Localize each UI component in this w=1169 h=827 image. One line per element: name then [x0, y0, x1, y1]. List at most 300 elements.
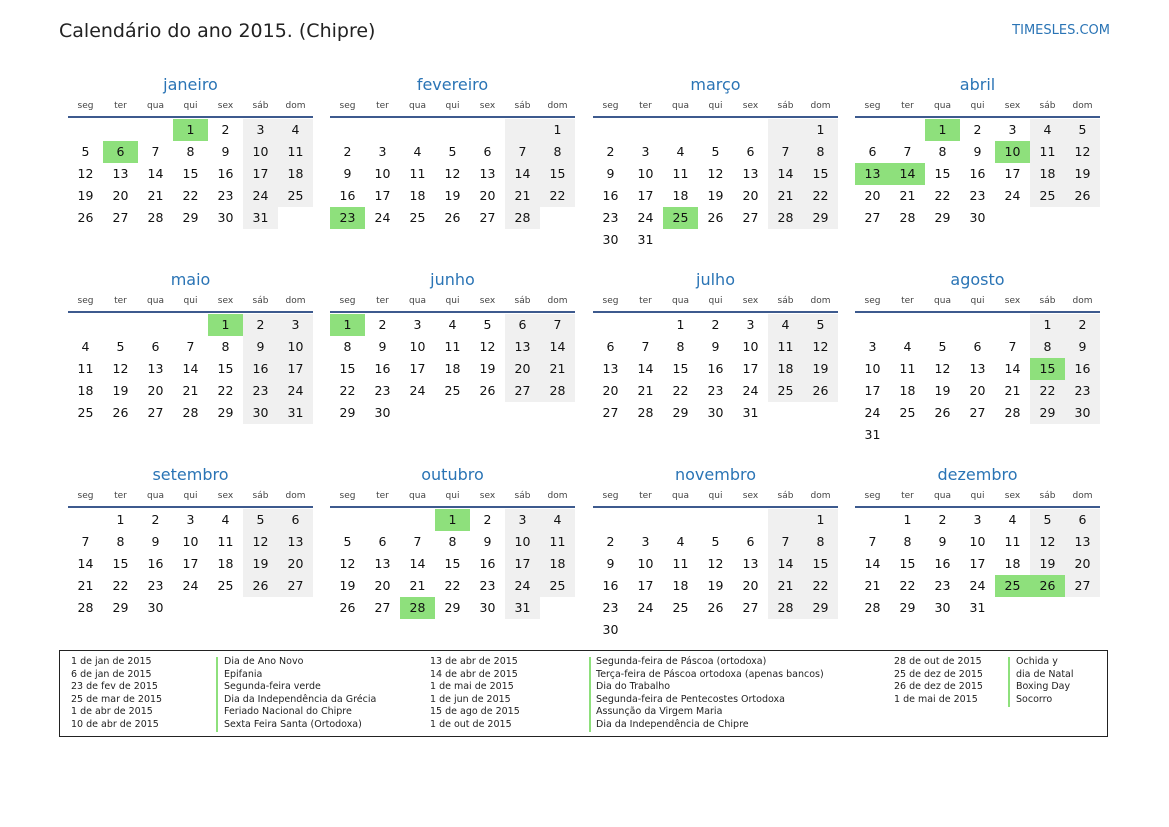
day-cell: 15: [112, 556, 129, 571]
day-cell: 24: [182, 578, 199, 593]
weekday-label: qua: [672, 491, 689, 501]
day-cell: 23: [602, 600, 619, 615]
weekday-label: sex: [217, 296, 234, 306]
day-cell: 28: [864, 600, 881, 615]
empty-cell: [103, 314, 138, 336]
day-cell: 18: [540, 553, 575, 575]
day-cell: 16: [479, 556, 496, 571]
day-cell: 18: [672, 578, 689, 593]
day-cell: 7: [81, 534, 90, 549]
day-cell: 15: [182, 166, 199, 181]
empty-cell: [628, 314, 663, 336]
day-cell: 18: [77, 383, 94, 398]
day-cell: 13: [855, 163, 890, 185]
day-cell: 7: [768, 141, 803, 163]
legend-name: Boxing Day: [1016, 681, 1071, 693]
day-cell: 3: [186, 512, 195, 527]
day-cell: 6: [1065, 509, 1100, 531]
day-cell: 12: [77, 166, 94, 181]
day-cell: 23: [602, 210, 619, 225]
day-cell: 17: [864, 383, 881, 398]
weekday-label: qui: [708, 296, 723, 306]
day-cell: 18: [1004, 556, 1021, 571]
empty-cell: [768, 509, 803, 531]
empty-cell: [663, 229, 698, 251]
day-cell: 5: [1065, 119, 1100, 141]
day-cell: 3: [243, 119, 278, 141]
day-cell: 4: [1008, 512, 1017, 527]
day-cell: 16: [969, 166, 986, 181]
day-cell: 27: [864, 210, 881, 225]
day-cell: 16: [374, 361, 391, 376]
day-cell: 27: [742, 210, 759, 225]
day-cell: 19: [444, 188, 461, 203]
day-cell: 1: [208, 314, 243, 336]
day-cell: 21: [899, 188, 916, 203]
legend-dates-3: [894, 656, 983, 706]
day-cell: 21: [505, 185, 540, 207]
day-cell: 6: [606, 339, 615, 354]
day-cell: 16: [147, 556, 164, 571]
day-cell: 10: [182, 534, 199, 549]
day-cell: 14: [505, 163, 540, 185]
days-grid: [593, 509, 838, 641]
day-cell: 8: [1030, 336, 1065, 358]
day-cell: 31: [969, 600, 986, 615]
day-cell: 26: [112, 405, 129, 420]
month-name: julho: [696, 270, 735, 289]
day-cell: 15: [339, 361, 356, 376]
weekday-label: qua: [147, 101, 164, 111]
day-cell: 9: [378, 339, 387, 354]
legend-marker: [1008, 657, 1010, 707]
legend-name: Feriado Nacional do Chipre: [224, 706, 352, 718]
day-cell: 21: [182, 383, 199, 398]
day-cell: 14: [890, 163, 925, 185]
day-cell: 13: [505, 336, 540, 358]
empty-cell: [995, 424, 1030, 446]
empty-cell: [663, 509, 698, 531]
day-cell: 15: [444, 556, 461, 571]
legend-name: Ochida y: [1016, 656, 1058, 667]
day-cell: 23: [217, 188, 234, 203]
weekday-label: ter: [901, 101, 914, 111]
day-cell: 17: [637, 188, 654, 203]
day-cell: 14: [768, 553, 803, 575]
day-cell: 1: [803, 509, 838, 531]
day-cell: 28: [637, 405, 654, 420]
month-name: março: [690, 75, 741, 94]
day-cell: 24: [409, 383, 426, 398]
weekday-header: [330, 294, 575, 313]
month-setembro: [68, 465, 313, 619]
weekday-label: sáb: [777, 101, 794, 111]
weekday-label: dom: [1072, 101, 1093, 111]
weekday-header: [68, 294, 313, 313]
day-cell: 1: [173, 119, 208, 141]
legend-date: 6 de jan de 2015: [71, 668, 152, 680]
weekday-label: qua: [147, 491, 164, 501]
day-cell: 5: [116, 339, 125, 354]
day-cell: 8: [448, 534, 457, 549]
weekday-label: dom: [810, 491, 831, 501]
day-cell: 25: [540, 575, 575, 597]
day-cell: 15: [672, 361, 689, 376]
day-cell: 14: [864, 556, 881, 571]
day-cell: 1: [540, 119, 575, 141]
day-cell: 24: [374, 210, 391, 225]
day-cell: 15: [217, 361, 234, 376]
day-cell: 18: [1030, 163, 1065, 185]
day-cell: 8: [343, 339, 352, 354]
day-cell: 10: [637, 556, 654, 571]
day-cell: 31: [864, 427, 881, 442]
weekday-label: sáb: [252, 101, 269, 111]
day-cell: 28: [768, 207, 803, 229]
day-cell: 12: [707, 556, 724, 571]
day-cell: 29: [899, 600, 916, 615]
day-cell: 3: [1008, 122, 1017, 137]
day-cell: 7: [413, 534, 422, 549]
weekday-label: ter: [639, 491, 652, 501]
empty-cell: [925, 424, 960, 446]
day-cell: 25: [1030, 185, 1065, 207]
day-cell: 7: [868, 534, 877, 549]
empty-cell: [400, 119, 435, 141]
day-cell: 26: [803, 380, 838, 402]
day-cell: 24: [742, 383, 759, 398]
empty-cell: [593, 314, 628, 336]
day-cell: 8: [116, 534, 125, 549]
day-cell: 13: [1065, 531, 1100, 553]
day-cell: 6: [483, 144, 492, 159]
day-cell: 6: [868, 144, 877, 159]
weekday-label: seg: [602, 101, 619, 111]
day-cell: 27: [112, 210, 129, 225]
day-cell: 7: [540, 314, 575, 336]
day-cell: 5: [243, 509, 278, 531]
weekday-label: qui: [183, 491, 198, 501]
empty-cell: [628, 119, 663, 141]
day-cell: 8: [540, 141, 575, 163]
legend-marker: [216, 657, 218, 732]
weekday-label: sex: [1004, 296, 1021, 306]
day-cell: 26: [339, 600, 356, 615]
day-cell: 31: [243, 207, 278, 229]
day-cell: 4: [540, 509, 575, 531]
weekday-label: qui: [183, 101, 198, 111]
legend-name: Dia do Trabalho: [596, 681, 671, 693]
day-cell: 1: [903, 512, 912, 527]
day-cell: 12: [1065, 141, 1100, 163]
day-cell: 27: [479, 210, 496, 225]
empty-cell: [278, 207, 313, 229]
day-cell: 28: [505, 207, 540, 229]
day-cell: 3: [641, 144, 650, 159]
day-cell: 6: [278, 509, 313, 531]
day-cell: 20: [864, 188, 881, 203]
legend-names-2: [596, 656, 824, 732]
day-cell: 26: [1065, 185, 1100, 207]
weekday-label: dom: [547, 296, 568, 306]
empty-cell: [890, 314, 925, 336]
legend-date: 26 de dez de 2015: [894, 681, 983, 693]
site-link[interactable]: TIMESLES.COM: [1012, 23, 1110, 38]
weekday-label: sex: [1004, 101, 1021, 111]
month-julho: [593, 270, 838, 424]
empty-cell: [995, 314, 1030, 336]
empty-cell: [925, 314, 960, 336]
day-cell: 21: [1004, 383, 1021, 398]
day-cell: 28: [400, 597, 435, 619]
day-cell: 8: [938, 144, 947, 159]
day-cell: 26: [707, 210, 724, 225]
weekday-label: seg: [864, 296, 881, 306]
day-cell: 1: [330, 314, 365, 336]
day-cell: 27: [374, 600, 391, 615]
weekday-label: sex: [479, 491, 496, 501]
day-cell: 17: [243, 163, 278, 185]
weekday-label: ter: [114, 101, 127, 111]
day-cell: 15: [934, 166, 951, 181]
day-cell: 28: [540, 380, 575, 402]
day-cell: 4: [768, 314, 803, 336]
day-cell: 31: [505, 597, 540, 619]
weekday-label: dom: [810, 101, 831, 111]
month-name: fevereiro: [416, 75, 489, 94]
day-cell: 31: [742, 405, 759, 420]
weekday-label: seg: [339, 491, 356, 501]
empty-cell: [330, 509, 365, 531]
day-cell: 10: [995, 141, 1030, 163]
day-cell: 25: [409, 210, 426, 225]
day-cell: 26: [707, 600, 724, 615]
day-cell: 11: [1030, 141, 1065, 163]
empty-cell: [470, 119, 505, 141]
day-cell: 4: [413, 144, 422, 159]
day-cell: 26: [934, 405, 951, 420]
weekday-label: sáb: [514, 296, 531, 306]
weekday-label: qua: [409, 101, 426, 111]
day-cell: 2: [606, 534, 615, 549]
days-grid: [68, 314, 313, 424]
day-cell: 10: [409, 339, 426, 354]
legend-dates-2: [430, 656, 520, 732]
weekday-label: qui: [970, 491, 985, 501]
empty-cell: [470, 402, 505, 424]
day-cell: 16: [1065, 358, 1100, 380]
weekday-label: dom: [547, 101, 568, 111]
legend-date: 23 de fev de 2015: [71, 681, 158, 693]
weekday-header: [330, 489, 575, 508]
day-cell: 2: [483, 512, 492, 527]
day-cell: 21: [768, 575, 803, 597]
day-cell: 2: [711, 317, 720, 332]
empty-cell: [960, 424, 995, 446]
day-cell: 28: [77, 600, 94, 615]
day-cell: 16: [339, 188, 356, 203]
day-cell: 10: [243, 141, 278, 163]
day-cell: 22: [803, 575, 838, 597]
day-cell: 19: [1065, 163, 1100, 185]
day-cell: 22: [672, 383, 689, 398]
day-cell: 2: [221, 122, 230, 137]
weekday-label: qua: [672, 101, 689, 111]
legend-date: 25 de dez de 2015: [894, 668, 983, 680]
day-cell: 5: [938, 339, 947, 354]
day-cell: 20: [374, 578, 391, 593]
day-cell: 4: [1030, 119, 1065, 141]
weekday-label: qui: [708, 101, 723, 111]
day-cell: 13: [147, 361, 164, 376]
weekday-label: sex: [479, 296, 496, 306]
day-cell: 18: [899, 383, 916, 398]
day-cell: 3: [973, 512, 982, 527]
day-cell: 30: [243, 402, 278, 424]
month-junho: [330, 270, 575, 424]
weekday-label: ter: [114, 491, 127, 501]
day-cell: 18: [278, 163, 313, 185]
legend-date: 14 de abr de 2015: [430, 668, 518, 680]
day-cell: 8: [903, 534, 912, 549]
empty-cell: [855, 314, 890, 336]
empty-cell: [733, 619, 768, 641]
empty-cell: [400, 509, 435, 531]
day-cell: 12: [707, 166, 724, 181]
month-novembro: [593, 465, 838, 641]
empty-cell: [68, 314, 103, 336]
day-cell: 26: [444, 210, 461, 225]
weekday-header: [330, 99, 575, 118]
weekday-header: [855, 99, 1100, 118]
day-cell: 23: [969, 188, 986, 203]
empty-cell: [243, 597, 278, 619]
empty-cell: [768, 619, 803, 641]
weekday-label: ter: [639, 296, 652, 306]
day-cell: 14: [1004, 361, 1021, 376]
day-cell: 3: [868, 339, 877, 354]
empty-cell: [890, 119, 925, 141]
day-cell: 17: [742, 361, 759, 376]
day-cell: 20: [505, 358, 540, 380]
day-cell: 20: [969, 383, 986, 398]
legend-name: Assunção da Virgem Maria: [596, 706, 723, 718]
empty-cell: [803, 229, 838, 251]
empty-cell: [698, 619, 733, 641]
day-cell: 22: [540, 185, 575, 207]
legend-date: 1 de abr de 2015: [71, 706, 153, 718]
legend-name: Socorro: [1016, 693, 1053, 705]
days-grid: [68, 509, 313, 619]
day-cell: 27: [969, 405, 986, 420]
day-cell: 10: [742, 339, 759, 354]
day-cell: 4: [676, 144, 685, 159]
weekday-label: ter: [376, 296, 389, 306]
day-cell: 9: [606, 556, 615, 571]
day-cell: 9: [973, 144, 982, 159]
day-cell: 25: [899, 405, 916, 420]
day-cell: 11: [409, 166, 426, 181]
day-cell: 20: [278, 553, 313, 575]
weekday-label: dom: [810, 296, 831, 306]
day-cell: 24: [505, 575, 540, 597]
day-cell: 10: [637, 166, 654, 181]
day-cell: 1: [676, 317, 685, 332]
legend-name: Terça-feira de Páscoa ortodoxa (apenas bancos): [596, 668, 824, 680]
days-grid: [855, 314, 1100, 446]
day-cell: 22: [112, 578, 129, 593]
day-cell: 5: [711, 144, 720, 159]
day-cell: 22: [934, 188, 951, 203]
day-cell: 12: [112, 361, 129, 376]
day-cell: 20: [742, 578, 759, 593]
weekday-header: [593, 99, 838, 118]
legend-date: 13 de abr de 2015: [430, 656, 518, 667]
day-cell: 22: [899, 578, 916, 593]
day-cell: 29: [444, 600, 461, 615]
day-cell: 20: [602, 383, 619, 398]
empty-cell: [803, 619, 838, 641]
weekday-label: dom: [285, 491, 306, 501]
legend-date: 1 de mai de 2015: [430, 681, 514, 693]
weekday-label: qua: [409, 491, 426, 501]
day-cell: 22: [1030, 380, 1065, 402]
day-cell: 9: [938, 534, 947, 549]
month-março: [593, 75, 838, 251]
day-cell: 9: [243, 336, 278, 358]
day-cell: 3: [641, 534, 650, 549]
weekday-label: qua: [934, 296, 951, 306]
day-cell: 15: [1030, 358, 1065, 380]
empty-cell: [960, 314, 995, 336]
day-cell: 27: [742, 600, 759, 615]
legend-date: 1 de out de 2015: [430, 718, 512, 730]
day-cell: 18: [444, 361, 461, 376]
day-cell: 2: [151, 512, 160, 527]
month-janeiro: [68, 75, 313, 229]
day-cell: 2: [343, 144, 352, 159]
day-cell: 2: [938, 512, 947, 527]
empty-cell: [1030, 207, 1065, 229]
day-cell: 9: [343, 166, 352, 181]
day-cell: 10: [374, 166, 391, 181]
empty-cell: [593, 119, 628, 141]
day-cell: 27: [602, 405, 619, 420]
day-cell: 11: [444, 339, 461, 354]
weekday-label: seg: [602, 296, 619, 306]
day-cell: 17: [969, 556, 986, 571]
day-cell: 28: [182, 405, 199, 420]
day-cell: 21: [147, 188, 164, 203]
day-cell: 12: [339, 556, 356, 571]
day-cell: 19: [77, 188, 94, 203]
day-cell: 13: [602, 361, 619, 376]
weekday-label: seg: [77, 101, 94, 111]
empty-cell: [698, 509, 733, 531]
weekday-label: qui: [970, 296, 985, 306]
weekday-label: sex: [742, 101, 759, 111]
day-cell: 22: [339, 383, 356, 398]
day-cell: 8: [676, 339, 685, 354]
day-cell: 11: [899, 361, 916, 376]
day-cell: 4: [676, 534, 685, 549]
month-name: abril: [959, 75, 996, 94]
day-cell: 20: [147, 383, 164, 398]
empty-cell: [173, 314, 208, 336]
day-cell: 11: [77, 361, 94, 376]
weekday-label: sáb: [777, 491, 794, 501]
legend-name: Segunda-feira de Páscoa (ortodoxa): [596, 656, 767, 667]
